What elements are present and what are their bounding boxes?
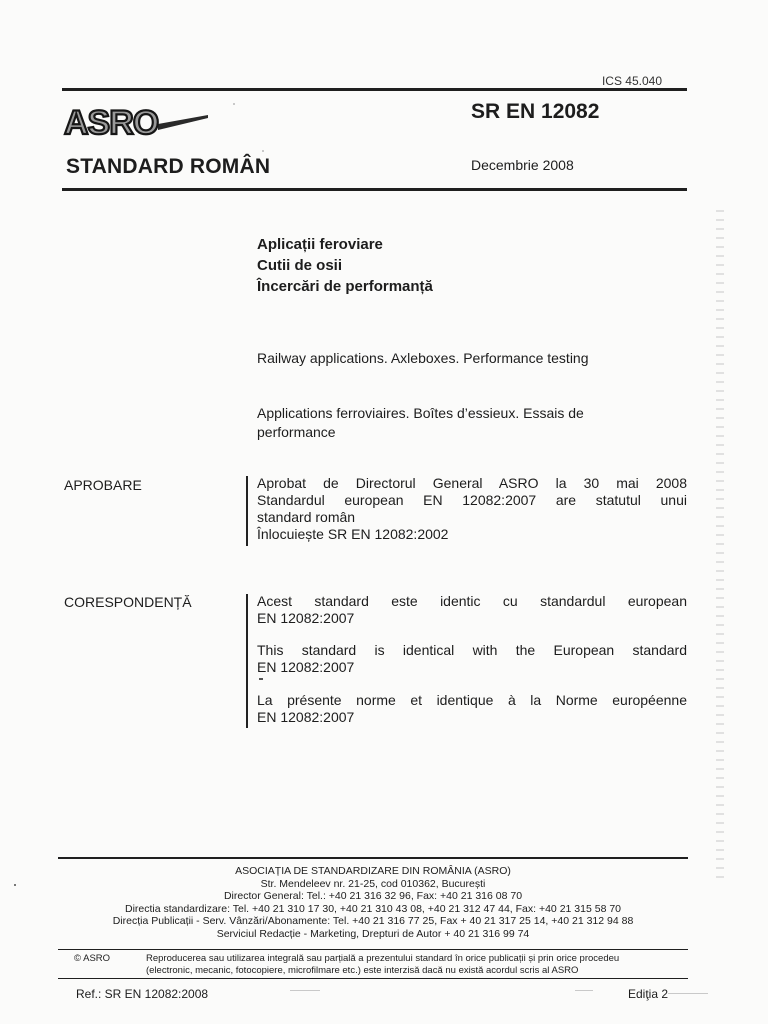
- approval-line-3: standard român: [257, 509, 356, 525]
- footer-inner-rule: [58, 949, 688, 950]
- approval-line-4: Înlocuiește SR EN 12082:2002: [257, 526, 449, 542]
- correspondence-item-en: [257, 642, 687, 676]
- publication-date: Decembrie 2008: [471, 157, 574, 173]
- org-editorial: Serviciul Redacție - Marketing, Drepturi de Autor + 40 21 316 99 74: [216, 927, 530, 940]
- approval-line-1: Aprobat de Directorul General ASRO la 30 mai 2008: [257, 475, 687, 491]
- scan-mark: [259, 678, 263, 680]
- organization-info: [58, 865, 688, 940]
- approval-line-2: Standardul european EN 12082:2007 are statutul unui: [257, 492, 687, 508]
- approval-bar: [246, 476, 248, 546]
- scan-mark: [575, 990, 593, 991]
- correspondence-item-fr: [257, 692, 687, 726]
- approval-label: APROBARE: [64, 477, 142, 493]
- footer-rule: [58, 857, 688, 859]
- header-bottom-rule: [62, 188, 687, 191]
- org-standardization: Directia standardizare: Tel. +40 21 310 17 30, +40 21 310 43 08, +40 21 312 47 44, Fax: +40 21 315 58 70: [124, 902, 622, 915]
- standard-label: STANDARD ROMÂN: [66, 155, 271, 178]
- correspondence-bar: [246, 594, 248, 728]
- notice-line-2: (electronic, mecanic, fotocopiere, microfilmare etc.) este interzisă dacă nu există acordul scris al ASRO: [146, 964, 579, 976]
- scan-mark: [14, 884, 16, 886]
- standard-code: SR EN 12082: [471, 100, 600, 123]
- correspondence-item-ro: [257, 593, 687, 627]
- notice-line-1: Reproducerea sau utilizarea integrală sau parțială a prezentului standard în orice publicații și prin orice procedeu: [146, 953, 620, 964]
- top-rule: [62, 88, 687, 91]
- correspondence-label: CORESPONDENȚĂ: [64, 594, 192, 610]
- correspondence-en-line-2: EN 12082:2007: [257, 659, 355, 675]
- svg-text:ASRO: ASRO: [64, 104, 159, 142]
- correspondence-en-line-1: This standard is identical with the European standard: [257, 642, 687, 658]
- romanian-title: [257, 234, 433, 297]
- scan-mark: [668, 993, 708, 994]
- title-line-1: Aplicații feroviare: [257, 236, 383, 253]
- scan-edge-marks: [716, 210, 724, 880]
- org-address: Str. Mendeleev nr. 21-25, cod 010362, București: [260, 877, 486, 890]
- org-name: ASOCIAȚIA DE STANDARDIZARE DIN ROMÂNIA (ASRO): [235, 865, 511, 877]
- ics-code: ICS 45.040: [601, 74, 662, 88]
- correspondence-fr-line-1: La présente norme et identique à la Norme européenne: [257, 692, 687, 708]
- asro-logo: [62, 100, 212, 142]
- scan-mark: [262, 150, 264, 152]
- french-title: [257, 404, 637, 442]
- copyright: © ASRO: [74, 953, 111, 964]
- org-publications: Direcția Publicații - Serv. Vânzări/Abonamente: Tel. +40 21 316 77 25, Fax + 40 21 317 25 14, +40 21 312 94 88: [112, 915, 634, 927]
- french-title-line-1: Applications ferroviaires. Boîtes d’essieux. Essais de: [257, 405, 584, 421]
- org-director: Director General: Tel.: +40 21 316 32 96, Fax: +40 21 316 08 70: [223, 890, 523, 902]
- scan-mark: [290, 990, 320, 991]
- title-line-2: Cutii de osii: [257, 257, 343, 274]
- correspondence-ro-line-2: EN 12082:2007: [257, 610, 355, 626]
- scan-mark: [233, 103, 235, 105]
- reproduction-notice: [146, 953, 686, 976]
- document-reference: Ref.: SR EN 12082:2008: [76, 987, 209, 1001]
- approval-text: [257, 475, 687, 543]
- title-line-3: Încercări de performanță: [257, 278, 433, 295]
- correspondence-ro-line-1: Acest standard este identic cu standardul european: [257, 593, 687, 609]
- french-title-line-2: performance: [257, 424, 336, 440]
- edition: Ediţia 2: [628, 987, 669, 1001]
- correspondence-fr-line-2: EN 12082:2007: [257, 709, 355, 725]
- english-title: Railway applications. Axleboxes. Performance testing: [257, 350, 589, 366]
- footer-bottom-rule: [58, 978, 688, 979]
